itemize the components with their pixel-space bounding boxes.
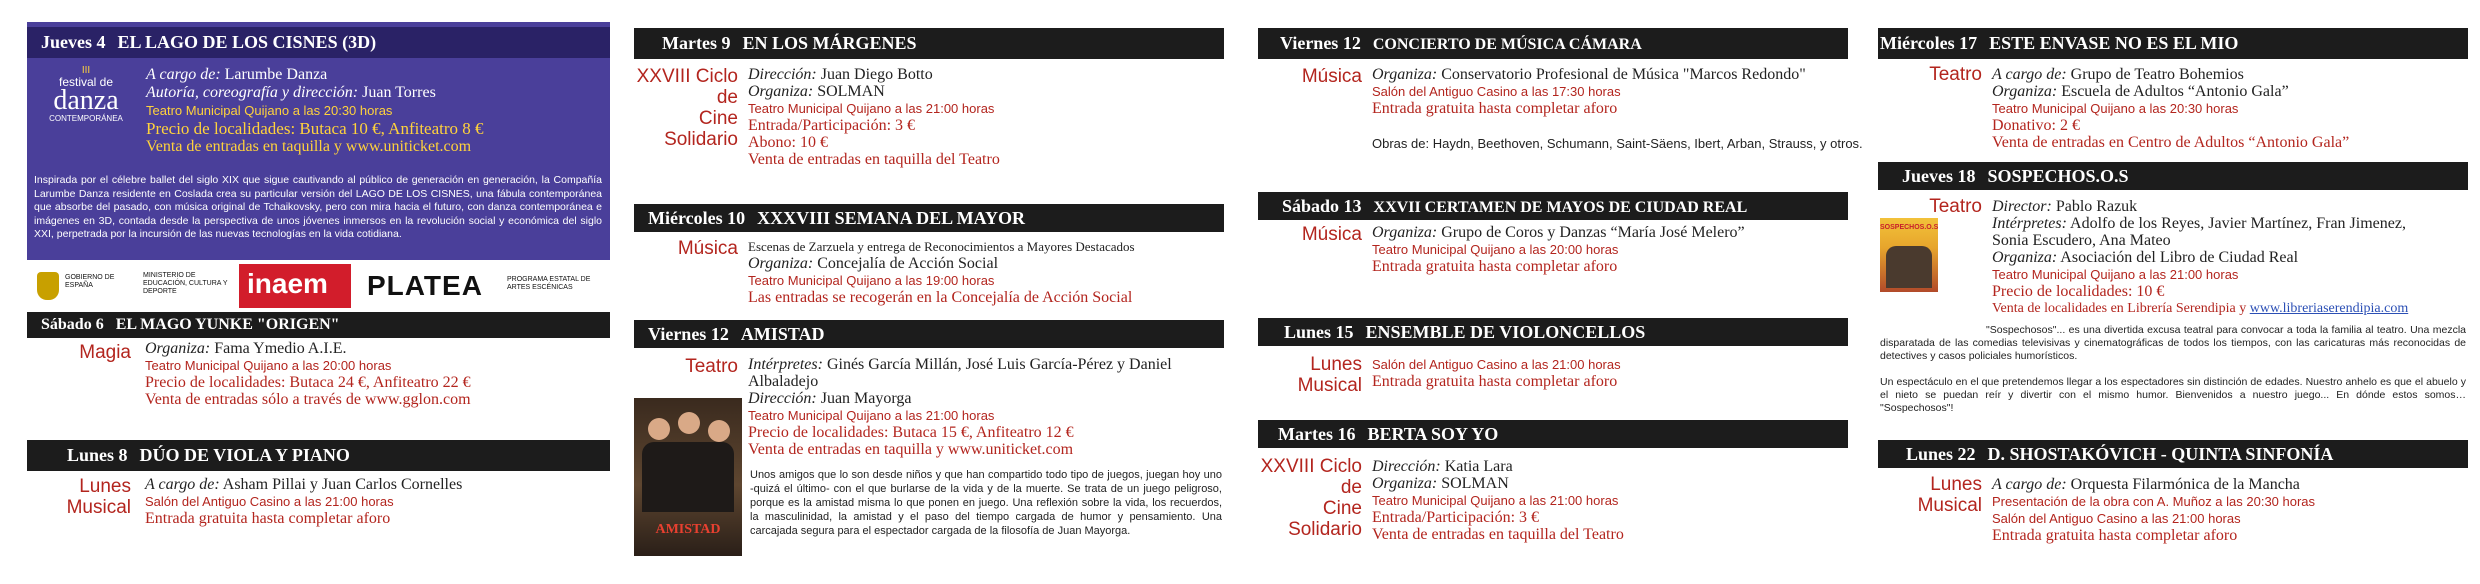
detail-value: Albaladejo — [748, 373, 819, 390]
event-viernes12c-header — [1258, 28, 1848, 59]
poster-figure-icon — [708, 420, 730, 442]
event-jueves18-description: "Sospechosos"... es una divertida excusa teatral para convocar a toda la familia al teatro. Una mezcla disparatada de las comedias televisivas y cinematográficas de todos los tiempos, con las caricaturas más reconocidas de detectives y casos policiales humorísticos. — [1880, 324, 2466, 362]
event-date: Viernes 12 — [1280, 33, 1361, 53]
detail-value: Concejalía de Acción Social — [813, 255, 999, 272]
event-category — [1258, 354, 1362, 396]
event-jueves4-details — [146, 66, 606, 156]
logo-text: danza — [53, 85, 119, 116]
category-line: Lunes — [1310, 354, 1362, 375]
presentation-time: Presentación de la obra con A. Muñoz a las 20:30 horas — [1992, 494, 2316, 509]
event-date: Miércoles 10 — [648, 208, 746, 228]
serendipia-link[interactable]: www.libreriaserendipia.com — [2249, 301, 2409, 316]
poster-figure-icon — [678, 412, 700, 434]
detail-label: Organiza: — [748, 255, 814, 272]
event-description: Escenas de Zarzuela y entrega de Reconocimientos a Mayores Destacados — [748, 239, 1135, 254]
category-line: Lunes — [1930, 474, 1982, 495]
event-category — [27, 476, 131, 518]
column-3 — [1258, 0, 1863, 584]
sospechosos-poster-image — [1880, 218, 1938, 292]
ticket-sales: Venta de entradas en taquilla y www.uniticket.com — [146, 138, 472, 155]
amistad-poster-image — [634, 398, 742, 556]
event-sabado13-details — [1372, 224, 1844, 275]
logo-text: GOBIERNO DE ESPAÑA — [65, 274, 115, 289]
detail-value: SOLMAN — [1437, 475, 1509, 492]
detail-label: Organiza: — [748, 83, 814, 100]
detail-label: A cargo de: — [1992, 476, 2067, 493]
event-martes16-details — [1372, 458, 1844, 543]
event-title: CONCIERTO DE MÚSICA CÁMARA — [1372, 36, 1642, 53]
ticket-price: Abono: 10 € — [748, 134, 828, 151]
detail-label: Intérpretes: — [748, 356, 823, 373]
event-title: AMISTAD — [740, 324, 825, 344]
category-line: Cine Solidario — [1288, 498, 1362, 540]
logo-text: festival de — [58, 75, 114, 89]
event-title: XXVII CERTAMEN DE MAYOS DE CIUDAD REAL — [1373, 199, 1748, 216]
event-viernes12-description: Unos amigos que lo son desde niños y que han compartido todo tipo de juegos, juegan hoy uno -quizá el último- con el que burlarse de la vida y de la muerte. Se trata de un juego peligroso, porque es la amistad misma lo que ponen en juego. Una reflexión sobre la vida, los recuerdos, la masculinidad, la amistad y el paso del tiempo cargada de humor y pensamiento. Una carcajada segura para el espectador cargada de la filosofía de Juan Mayorga. — [750, 469, 1222, 537]
detail-label: Dirección: — [748, 66, 817, 83]
event-jueves4-description: Inspirada por el célebre ballet del siglo XIX que sigue cautivando al público de generación en generación, la Compañía Larumbe Danza residente en Coslada crea su particular versión del LAGO DE LOS CISNES, una fábula contemporánea que absorbe del pasado, con música original de Tchaikovsky, pero con mira hacia el futuro, con danza contemporánea e imágenes en 3D, contada desde la perspectiva de unos jóvenes inmersos en la revolución social y económica del siglo XXI, perpetrada por la incursión de las nuevas tecnologías en la vida cotidiana. — [34, 174, 602, 240]
inaem-logo — [239, 264, 351, 308]
detail-label: A cargo de: — [1992, 66, 2067, 83]
event-category: Teatro — [685, 356, 738, 377]
category-line: Musical — [1917, 495, 1982, 516]
detail-value: Fama Ymedio A.I.E. — [210, 340, 347, 357]
event-viernes12c-program: Obras de: Haydn, Beethoven, Schumann, Saint-Säens, Ibert, Arban, Strauss, y otros. — [1372, 136, 1863, 151]
gobierno-espana-logo — [33, 266, 139, 306]
ticket-info: Entrada gratuita hasta completar aforo — [1372, 373, 1618, 390]
event-miercoles17-details — [1992, 66, 2464, 151]
ticket-sales: Venta de localidades en Librería Serendipia y — [1992, 301, 2250, 316]
column-4 — [1878, 0, 2474, 584]
venue-time: Salón del Antiguo Casino a las 21:00 horas — [145, 494, 394, 509]
detail-value: Ginés García Millán, José Luis García-Pérez y Daniel — [822, 356, 1172, 373]
category-line: Lunes — [79, 476, 131, 497]
event-date: Sábado 13 — [1282, 196, 1362, 216]
event-miercoles17-header — [1878, 28, 2468, 59]
event-date: Miércoles 17 — [1880, 33, 1978, 53]
detail-value: Juan Torres — [358, 84, 436, 101]
event-date: Viernes 12 — [648, 324, 729, 344]
event-title: DÚO DE VIOLA Y PIANO — [139, 445, 350, 465]
venue-time: Salón del Antiguo Casino a las 17:30 horas — [1372, 84, 1621, 99]
poster-figure-icon — [1886, 246, 1932, 288]
event-martes9-details — [748, 66, 1220, 168]
poster-figure-icon — [642, 442, 734, 512]
festival-danza-logo — [36, 66, 136, 130]
ministerio-logo: MINISTERIO DE EDUCACIÓN, CULTURA Y DEPORTE — [143, 272, 228, 295]
logo-text: CONTEMPORÁNEA — [49, 114, 123, 123]
detail-label: Organiza: — [1372, 224, 1438, 241]
event-lunes8-details — [145, 476, 617, 527]
ticket-price: Precio de localidades: Butaca 10 €, Anfiteatro 8 € — [146, 119, 484, 138]
column-2 — [634, 0, 1230, 584]
detail-value: Katia Lara — [1440, 458, 1513, 475]
detail-value: Escuela de Adultos “Antonio Gala” — [2057, 83, 2289, 100]
event-miercoles10-details — [748, 238, 1220, 306]
ticket-sales: Venta de entradas en taquilla y www.uniticket.com — [748, 441, 1074, 458]
event-sabado6-header — [27, 312, 610, 338]
event-title: ESTE ENVASE NO ES EL MIO — [1989, 33, 2239, 53]
ticket-info: Entrada gratuita hasta completar aforo — [145, 510, 391, 527]
poster-figure-icon — [648, 418, 670, 440]
category-line: Musical — [1297, 375, 1362, 396]
detail-value: Adolfo de los Reyes, Javier Martínez, Fran Jimenez, — [2066, 215, 2406, 232]
event-martes16-header — [1258, 420, 1848, 448]
ticket-price: Precio de localidades: 10 € — [1992, 283, 2165, 300]
event-category: Música — [1301, 224, 1362, 245]
event-date: Sábado 6 — [41, 316, 104, 333]
ticket-price: Donativo: 2 € — [1992, 117, 2080, 134]
detail-value: Juan Mayorga — [816, 390, 912, 407]
event-title: EL LAGO DE LOS CISNES (3D) — [117, 32, 377, 52]
detail-label: Director: — [1992, 198, 2052, 215]
event-category — [1258, 456, 1362, 540]
event-jueves18-header — [1878, 162, 2468, 190]
ticket-sales: Venta de entradas en taquilla del Teatro — [748, 151, 1000, 168]
category-line: Cine Solidario — [664, 108, 738, 150]
event-date: Jueves 4 — [41, 32, 106, 52]
venue-time: Teatro Municipal Quijano a las 19:00 horas — [748, 273, 995, 288]
venue-time: Teatro Municipal Quijano a las 20:00 horas — [145, 358, 392, 373]
venue-time: Teatro Municipal Quijano a las 20:30 horas — [146, 103, 393, 118]
event-title: EL MAGO YUNKE "ORIGEN" — [115, 316, 340, 333]
event-sabado13-header — [1258, 192, 1848, 220]
detail-value: Orquesta Filarmónica de la Mancha — [2066, 476, 2300, 493]
event-title: SOSPECHOS.O.S — [1987, 166, 2129, 186]
event-lunes22-header — [1878, 440, 2468, 468]
event-jueves18-description-2: Un espectáculo en el que pretendemos llegar a los espectadores sin distinción de edades. Nuestro anhelo es que el abuelo y el nieto se puedan reír y divertir con el mismo humor. Bienvenidos a nuestro juego... En dónde estos somos… "Sospechosos"! — [1880, 376, 2466, 414]
venue-time: Teatro Municipal Quijano a las 21:00 horas — [1992, 267, 2239, 282]
coat-of-arms-icon — [37, 272, 59, 300]
detail-label: A cargo de: — [146, 66, 221, 83]
event-martes9-header — [634, 28, 1224, 59]
event-lunes15-header — [1258, 318, 1848, 346]
detail-label: Autoría, coreografía y dirección: — [146, 84, 359, 101]
venue-time: Teatro Municipal Quijano a las 21:00 horas — [748, 101, 995, 116]
event-title: EN LOS MÁRGENES — [742, 33, 917, 53]
venue-time: Teatro Municipal Quijano a las 20:30 horas — [1992, 101, 2239, 116]
ticket-price: Precio de localidades: Butaca 15 €, Anfiteatro 12 € — [748, 424, 1074, 441]
event-sabado6-details — [145, 340, 617, 408]
detail-label: Organiza: — [145, 340, 211, 357]
sponsor-logos — [27, 260, 610, 312]
venue-time: Teatro Municipal Quijano a las 21:00 horas — [748, 408, 995, 423]
detail-label: Organiza: — [1992, 249, 2058, 266]
detail-value: Sonia Escudero, Ana Mateo — [1992, 232, 2171, 249]
detail-label: Dirección: — [748, 390, 817, 407]
ticket-sales: Venta de entradas en taquilla del Teatro — [1372, 526, 1624, 543]
ticket-info: Entrada gratuita hasta completar aforo — [1372, 258, 1618, 275]
ticket-price: Entrada/Participación: 3 € — [748, 117, 916, 134]
ticket-info: Entrada gratuita hasta completar aforo — [1992, 527, 2238, 544]
event-date: Martes 16 — [1278, 424, 1356, 444]
detail-label: Organiza: — [1372, 66, 1438, 83]
detail-value: Asham Pillai y Juan Carlos Cornelles — [219, 476, 463, 493]
logo-text: III — [81, 65, 91, 76]
category-line: XXVIII Ciclo de — [636, 66, 738, 108]
event-title: XXXVIII SEMANA DEL MAYOR — [757, 208, 1026, 228]
column-1 — [0, 0, 620, 584]
event-viernes12-header — [634, 320, 1224, 348]
event-jueves4-header — [27, 27, 610, 58]
logo-text: inaem — [247, 268, 328, 299]
ticket-sales: Venta de entradas en Centro de Adultos “Antonio Gala” — [1992, 134, 2350, 151]
event-date: Jueves 18 — [1902, 166, 1976, 186]
detail-value: Pablo Razuk — [2051, 198, 2138, 215]
platea-subtitle: PROGRAMA ESTATAL DE ARTES ESCÉNICAS — [507, 276, 591, 291]
detail-value: Grupo de Teatro Bohemios — [2066, 66, 2244, 83]
event-viernes12c-details — [1372, 66, 1844, 117]
venue-time: Salón del Antiguo Casino a las 21:00 horas — [1372, 357, 1621, 372]
detail-value: Conservatorio Profesional de Música "Marcos Redondo" — [1437, 66, 1806, 83]
event-category — [634, 66, 738, 150]
detail-value: Juan Diego Botto — [816, 66, 933, 83]
poster-title: AMISTAD — [655, 522, 721, 537]
event-title: BERTA SOY YO — [1367, 424, 1499, 444]
event-viernes12-details — [748, 356, 1220, 458]
event-date: Lunes 15 — [1284, 322, 1354, 342]
event-date: Martes 9 — [662, 33, 731, 53]
venue-time: Teatro Municipal Quijano a las 21:00 horas — [1372, 493, 1619, 508]
event-category — [1878, 474, 1982, 516]
detail-label: Organiza: — [1372, 475, 1438, 492]
event-lunes22-details — [1992, 476, 2464, 544]
ticket-price: Entrada/Participación: 3 € — [1372, 509, 1540, 526]
event-category: Teatro — [1929, 196, 1982, 217]
ticket-info: Entrada gratuita hasta completar aforo — [1372, 100, 1618, 117]
detail-value: Larumbe Danza — [220, 66, 328, 83]
poster-title: SOSPECHOS.O.S — [1880, 224, 1939, 231]
detail-label: Organiza: — [1992, 83, 2058, 100]
ticket-sales: Venta de entradas sólo a través de www.gglon.com — [145, 391, 471, 408]
category-line: XXVIII Ciclo de — [1260, 456, 1362, 498]
event-date: Lunes 22 — [1906, 444, 1976, 464]
event-lunes15-details — [1372, 356, 1844, 390]
venue-time: Teatro Municipal Quijano a las 20:00 horas — [1372, 242, 1619, 257]
event-miercoles10-header — [634, 204, 1224, 232]
detail-label: Dirección: — [1372, 458, 1441, 475]
event-jueves18-details — [1992, 198, 2464, 317]
event-lunes8-header — [27, 440, 610, 471]
detail-value: Grupo de Coros y Danzas “María José Melero” — [1437, 224, 1745, 241]
event-title: ENSEMBLE DE VIOLONCELLOS — [1365, 322, 1646, 342]
detail-label: Intérpretes: — [1992, 215, 2067, 232]
category-line: Musical — [66, 497, 131, 518]
event-category: Teatro — [1929, 64, 1982, 85]
event-category: Música — [1301, 66, 1362, 87]
event-category: Música — [677, 238, 738, 259]
ticket-price: Precio de localidades: Butaca 24 €, Anfiteatro 22 € — [145, 374, 471, 391]
event-category: Magia — [79, 342, 131, 363]
venue-time: Salón del Antiguo Casino a las 21:00 horas — [1992, 511, 2241, 526]
detail-value: Asociación del Libro de Ciudad Real — [2057, 249, 2299, 266]
event-date: Lunes 8 — [67, 445, 128, 465]
detail-value: SOLMAN — [813, 83, 885, 100]
detail-label: A cargo de: — [145, 476, 220, 493]
event-title: D. SHOSTAKÓVICH - QUINTA SINFONÍA — [1987, 444, 2334, 464]
platea-logo: PLATEA — [367, 270, 483, 301]
ticket-info: Las entradas se recogerán en la Concejalía de Acción Social — [748, 289, 1133, 306]
